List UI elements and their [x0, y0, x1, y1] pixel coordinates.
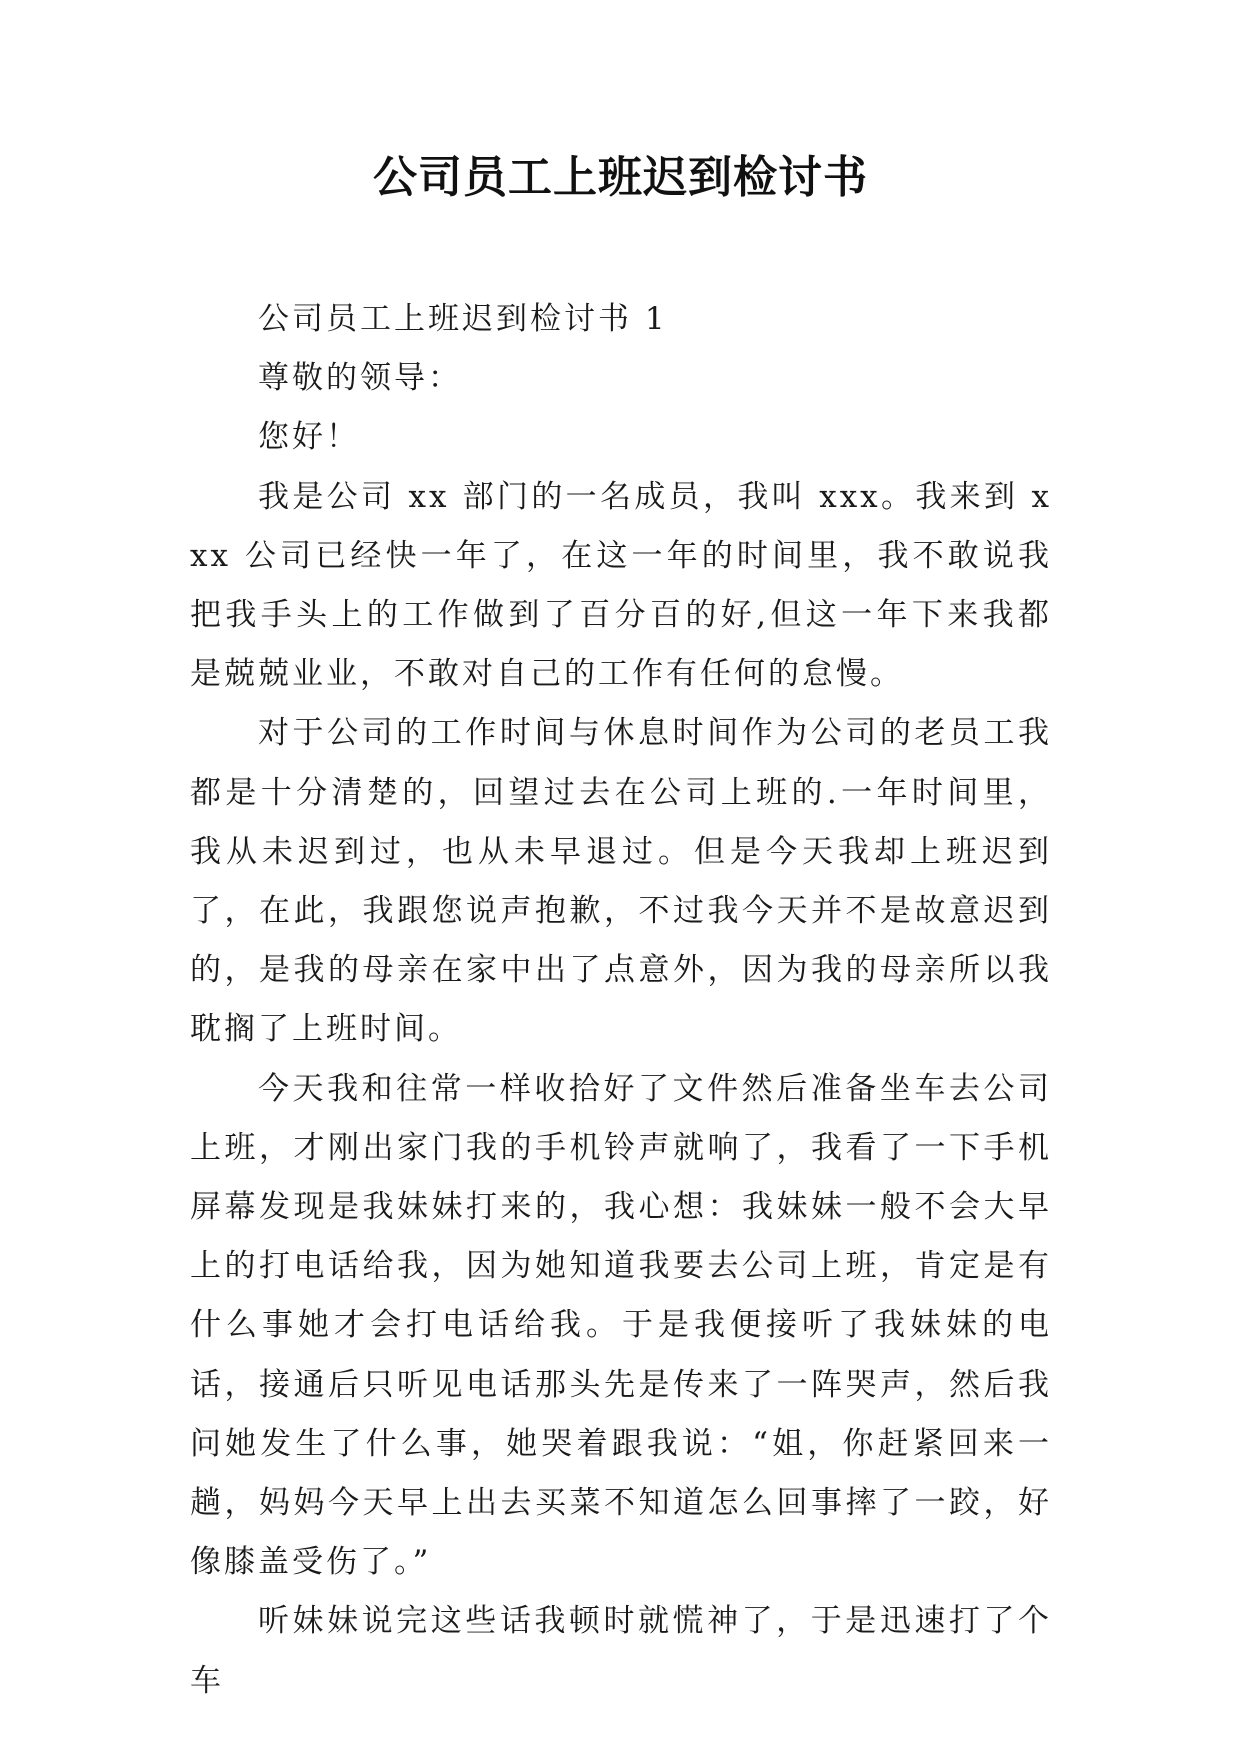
paragraph: 今天我和往常一样收拾好了文件然后准备坐车去公司上班，才刚出家门我的手机铃声就响了，我看了一下手机屏幕发现是我妹妹打来的，我心想：我妹妹一般不会大早上的打电话给我，因为她知道我要去公司上班，肯定是有什么事她才会打电话给我。于是我便接听了我妹妹的电话，接通后只听见电话那头先是传来了一阵哭声，然后我问她发生了什么事，她哭着跟我说：“姐，你赶紧回来一趟，妈妈今天早上出去买菜不知道怎么回事摔了一跤，好像膝盖受伤了。”	[190, 1070, 1052, 1581]
paragraph: 我是公司 xx 部门的一名成员，我叫 xxx。我来到 xxx 公司已经快一年了，在这一年的时间里，我不敢说我把我手头上的工作做到了百分百的好,但这一年下来我都是兢兢业业，不敢对自己的工作有任何的怠慢。	[190, 478, 1052, 693]
document-body	[190, 290, 1052, 1711]
paragraph: 对于公司的工作时间与休息时间作为公司的老员工我都是十分清楚的，回望过去在公司上班的.一年时间里，我从未迟到过，也从未早退过。但是今天我却上班迟到了，在此，我跟您说声抱歉，不过我今天并不是故意迟到的，是我的母亲在家中出了点意外，因为我的母亲所以我耽搁了上班时间。	[190, 715, 1052, 1048]
paragraph-greeting: 您好！	[258, 419, 360, 456]
paragraph: 听妹妹说完这些话我顿时就慌神了，于是迅速打了个车	[190, 1603, 1052, 1699]
paragraph-heading: 公司员工上班迟到检讨书 1	[258, 301, 668, 337]
paragraph-salutation: 尊敬的领导：	[258, 360, 462, 397]
document-title: 公司员工上班迟到检讨书	[373, 152, 868, 203]
